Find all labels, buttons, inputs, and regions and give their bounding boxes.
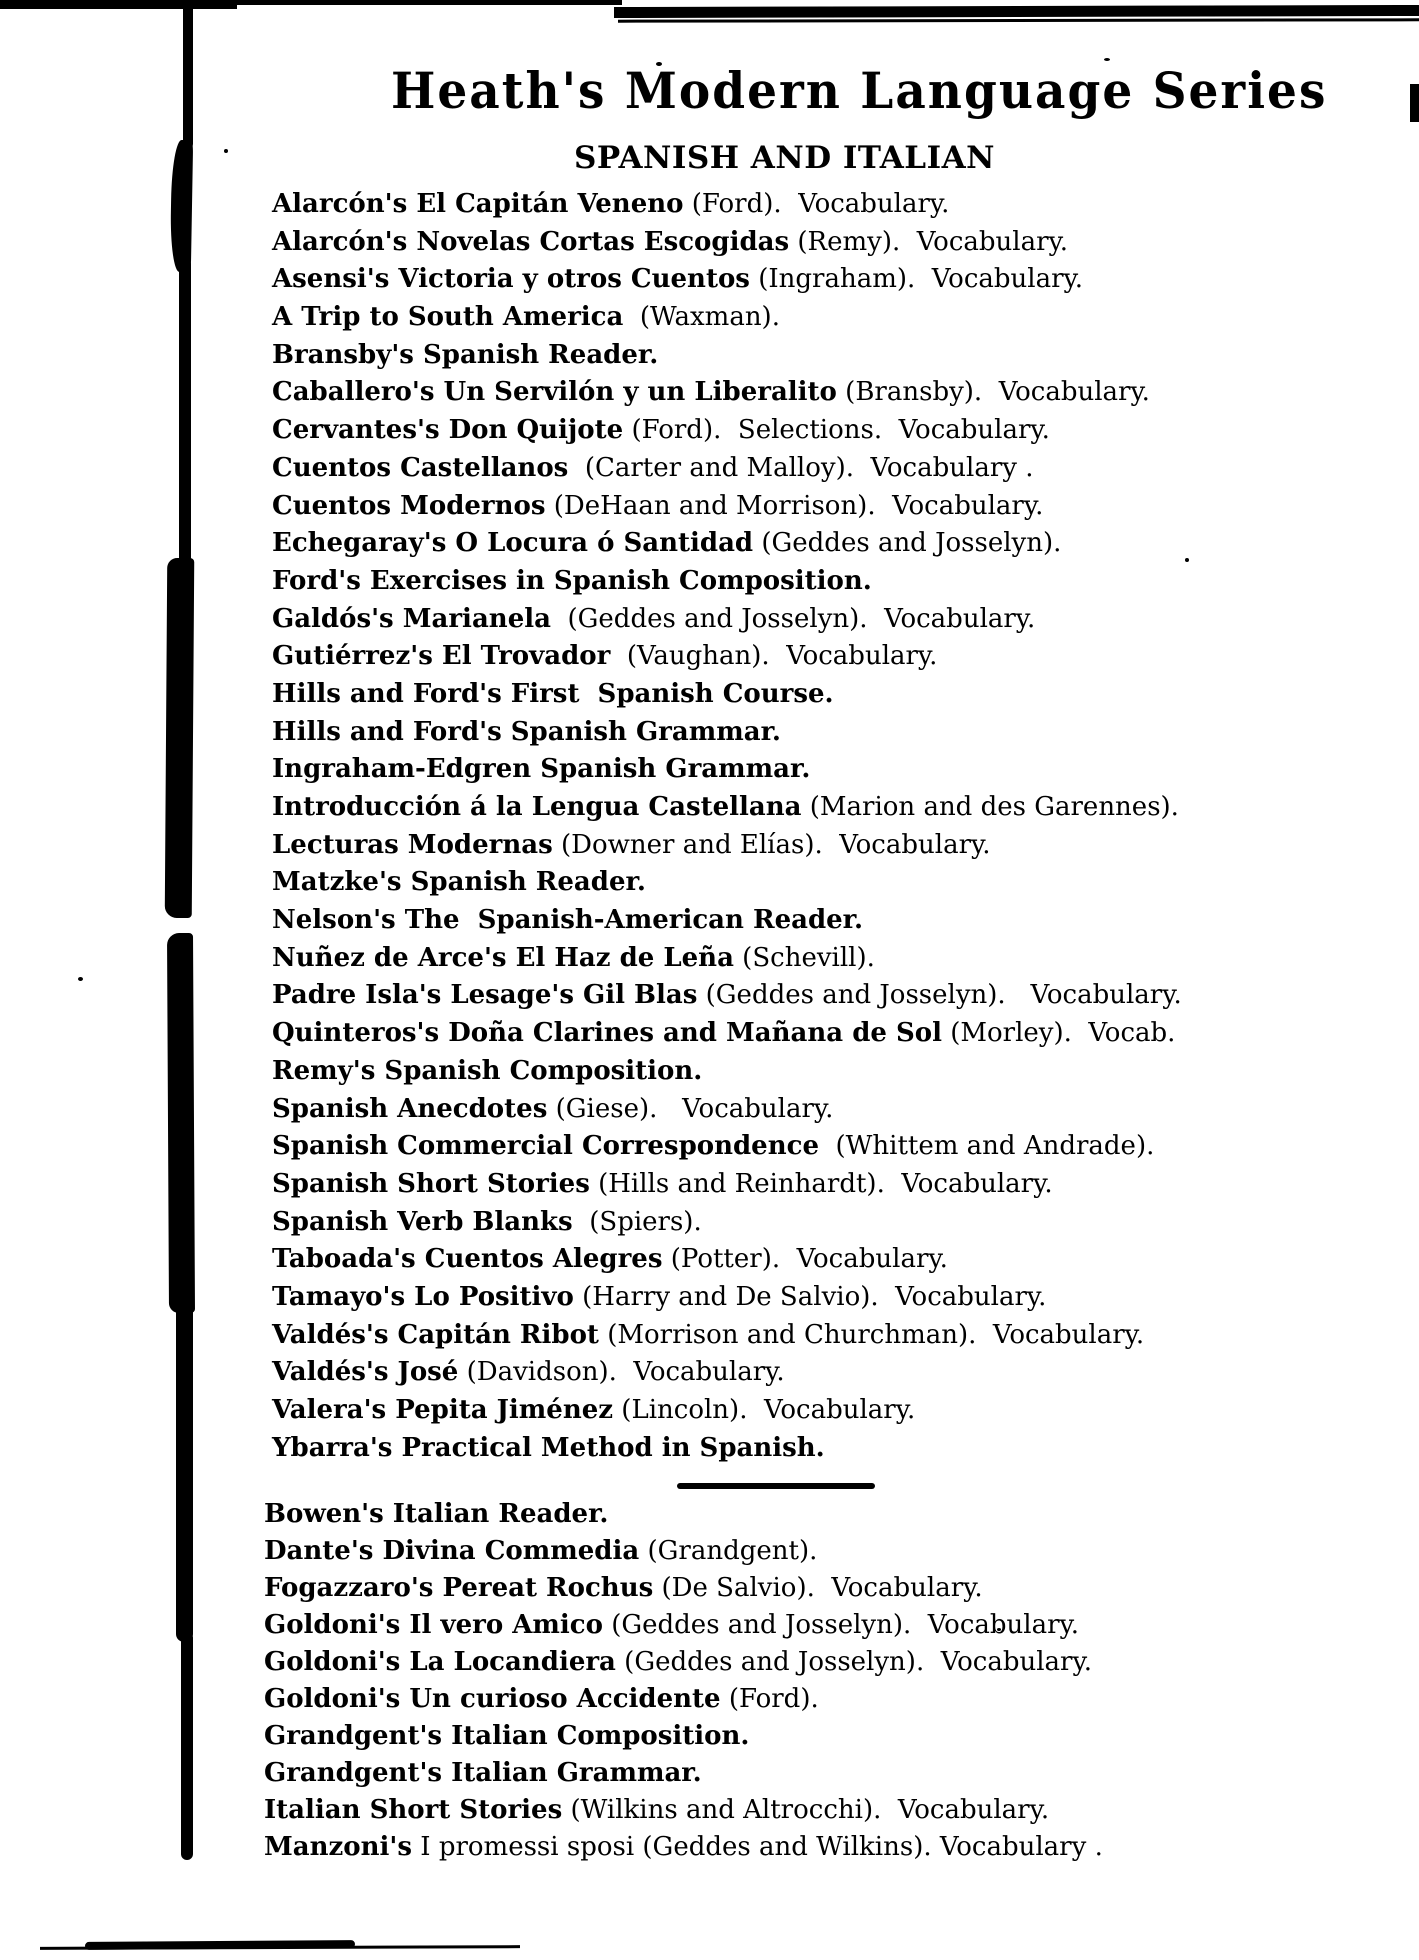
- list-item: [272, 1053, 1182, 1091]
- book-title-bold: Hills and Ford's Spanish Grammar.: [272, 716, 781, 747]
- list-item: [272, 789, 1182, 827]
- book-title-bold: Caballero's Un Servilón y un Liberalito: [272, 377, 837, 408]
- book-title-bold: Valera's Pepita Jiménez: [272, 1395, 614, 1425]
- book-title-bold: Gutiérrez's El Trovador: [272, 641, 611, 672]
- book-title-bold: Goldoni's La Locandiera: [264, 1647, 616, 1677]
- list-item: [272, 1392, 1182, 1430]
- book-title-rest: (Vaughan). Vocabulary.: [610, 641, 938, 672]
- book-title-bold: Valdés's Capitán Ribot: [272, 1319, 599, 1350]
- book-title-rest: (Whittem and Andrade).: [819, 1131, 1155, 1162]
- binding-gutter-mark: [176, 1300, 193, 1642]
- book-title-rest: (Potter). Vocabulary.: [662, 1244, 948, 1275]
- list-item: [272, 751, 1182, 789]
- list-item: [264, 1792, 1103, 1829]
- binding-gutter-mark: [170, 140, 193, 272]
- book-title-bold: Bowen's Italian Reader.: [264, 1499, 609, 1529]
- book-title-bold: Hills and Ford's First Spanish Course.: [272, 678, 834, 709]
- book-title-rest: (Geddes and Josselyn). Vocabulary.: [550, 603, 1036, 634]
- book-title-bold: Remy's Spanish Composition.: [272, 1055, 703, 1086]
- scan-edge-top-right-underline: [618, 18, 1419, 22]
- list-item: [272, 1317, 1182, 1355]
- book-title-rest: I promessi sposi (Geddes and Wilkins). Vocabulary .: [412, 1832, 1103, 1862]
- section-divider-rule: [677, 1483, 875, 1489]
- list-item: [272, 902, 1182, 940]
- spanish-book-list: [272, 186, 1182, 1467]
- book-title-bold: Ybarra's Practical Method in Spanish.: [272, 1432, 825, 1463]
- book-title-bold: Nelson's The Spanish-American Reader.: [272, 905, 864, 936]
- book-title-rest: (Schevill).: [733, 942, 875, 973]
- book-title-rest: (Hills and Reinhardt). Vocabulary.: [589, 1168, 1053, 1199]
- section-title: SPANISH AND ITALIAN: [574, 140, 995, 176]
- book-title-bold: Valdés's José: [272, 1357, 459, 1388]
- binding-gutter-mark: [179, 258, 191, 588]
- list-item: [272, 827, 1182, 865]
- list-item: [272, 1091, 1182, 1129]
- binding-gutter-mark: [183, 0, 193, 148]
- binding-gutter-mark: [181, 1632, 193, 1860]
- book-title-rest: (Waxman).: [623, 302, 780, 333]
- book-title-rest: (Geddes and Josselyn). Vocabulary.: [615, 1647, 1092, 1677]
- book-title-rest: (Wilkins and Altrocchi). Vocabulary.: [562, 1795, 1050, 1825]
- list-item: [272, 1128, 1182, 1166]
- book-title-rest: (Morley). Vocab.: [941, 1018, 1176, 1049]
- list-item: [272, 1354, 1182, 1392]
- book-title-bold: Echegaray's O Locura ó Santidad: [272, 528, 754, 559]
- binding-gutter-mark: [167, 933, 195, 1313]
- list-item: [264, 1533, 1103, 1570]
- book-title-bold: Galdós's Marianela: [272, 603, 551, 634]
- book-title-bold: Introducción á la Lengua Castellana: [272, 792, 802, 822]
- book-title-rest: (Ford). Selections. Vocabulary.: [623, 415, 1050, 446]
- book-title-rest: (Geddes and Josselyn). Vocabulary.: [697, 980, 1182, 1011]
- book-title-bold: Grandgent's Italian Composition.: [264, 1721, 750, 1751]
- book-title-rest: (Davidson). Vocabulary.: [458, 1357, 785, 1388]
- book-title-bold: Alarcón's El Capitán Veneno: [272, 189, 684, 219]
- list-item: [264, 1718, 1103, 1755]
- list-item: [272, 337, 1182, 375]
- list-item: [272, 450, 1182, 488]
- book-title-rest: (Harry and De Salvio). Vocabulary.: [573, 1281, 1047, 1312]
- scan-edge-top-cap: [0, 0, 237, 9]
- ink-speck: [224, 149, 228, 153]
- book-title-rest: (Downer and Elías). Vocabulary.: [552, 829, 991, 860]
- list-item: [272, 488, 1182, 526]
- book-title-rest: (Spiers).: [572, 1206, 702, 1237]
- book-title-bold: Taboada's Cuentos Alegres: [272, 1244, 663, 1275]
- book-title-rest: (Grandgent).: [639, 1536, 818, 1566]
- list-item: [264, 1644, 1103, 1681]
- list-item: [264, 1755, 1103, 1792]
- book-title-bold: Quinteros's Doña Clarines and Mañana de Sol: [272, 1018, 942, 1049]
- list-item: [272, 1279, 1182, 1317]
- book-title-rest: (Geddes and Josselyn).: [753, 528, 1062, 559]
- book-title-bold: A Trip to South America: [272, 302, 624, 333]
- list-item: [272, 261, 1182, 299]
- list-item: [272, 601, 1182, 639]
- list-item: [272, 1204, 1182, 1242]
- list-item: [272, 412, 1182, 450]
- list-item: [272, 1430, 1182, 1468]
- book-title-bold: Cervantes's Don Quijote: [272, 415, 624, 446]
- book-title-rest: (DeHaan and Morrison). Vocabulary.: [545, 490, 1044, 521]
- ink-speck: [1104, 58, 1110, 61]
- book-title-bold: Dante's Divina Commedia: [264, 1536, 640, 1566]
- list-item: [272, 1241, 1182, 1279]
- list-item: [264, 1829, 1103, 1866]
- book-title-rest: (Ingraham). Vocabulary.: [749, 264, 1084, 295]
- book-title-bold: Asensi's Victoria y otros Cuentos: [272, 264, 750, 295]
- list-item: [272, 676, 1182, 714]
- italian-book-list: [264, 1496, 1103, 1866]
- list-item: [272, 186, 1182, 224]
- ink-speck: [78, 977, 83, 981]
- scan-mark-right-edge: [1410, 84, 1419, 122]
- book-title-bold: Ford's Exercises in Spanish Composition.: [272, 565, 872, 596]
- series-title: Heath's Modern Language Series: [391, 62, 1328, 121]
- book-title-rest: (Lincoln). Vocabulary.: [613, 1395, 916, 1425]
- list-item: [272, 864, 1182, 902]
- list-item: [264, 1496, 1103, 1533]
- list-item: [272, 224, 1182, 262]
- book-title-bold: Cuentos Castellanos: [272, 452, 569, 483]
- book-title-rest: (Carter and Malloy). Vocabulary .: [568, 452, 1034, 483]
- list-item: [272, 563, 1182, 601]
- list-item: [272, 940, 1182, 978]
- list-item: [272, 977, 1182, 1015]
- book-title-rest: (Ford). Vocabulary.: [683, 189, 950, 219]
- book-title-bold: Padre Isla's Lesage's Gil Blas: [272, 980, 698, 1011]
- book-title-bold: Bransby's Spanish Reader.: [272, 339, 659, 370]
- list-item: [272, 525, 1182, 563]
- book-title-bold: Nuñez de Arce's El Haz de Leña: [272, 942, 734, 973]
- list-item: [272, 299, 1182, 337]
- book-title-bold: Spanish Anecdotes: [272, 1093, 548, 1124]
- book-title-rest: (Geddes and Josselyn). Vocabulary.: [602, 1610, 1080, 1640]
- ink-speck: [1185, 558, 1189, 562]
- book-title-bold: Goldoni's Il vero Amico: [264, 1610, 603, 1640]
- book-title-bold: Lecturas Modernas: [272, 829, 553, 860]
- book-title-rest: (Remy). Vocabulary.: [789, 226, 1069, 257]
- book-title-bold: Spanish Short Stories: [272, 1168, 590, 1199]
- book-title-rest: (Ford).: [720, 1684, 819, 1714]
- list-item: [264, 1681, 1103, 1718]
- list-item: [264, 1570, 1103, 1607]
- book-title-bold: Manzoni's: [264, 1832, 413, 1862]
- book-title-bold: Tamayo's Lo Positivo: [272, 1281, 574, 1312]
- binding-gutter-mark: [165, 558, 195, 918]
- book-title-rest: (Marion and des Garennes).: [801, 792, 1179, 822]
- list-item: [272, 714, 1182, 752]
- book-title-rest: (Bransby). Vocabulary.: [836, 377, 1150, 408]
- book-title-bold: Matzke's Spanish Reader.: [272, 867, 646, 898]
- book-title-rest: (Morrison and Churchman). Vocabulary.: [598, 1319, 1145, 1350]
- list-item: [272, 1166, 1182, 1204]
- list-item: [272, 1015, 1182, 1053]
- list-item: [272, 374, 1182, 412]
- book-title-bold: Alarcón's Novelas Cortas Escogidas: [272, 226, 790, 257]
- book-title-bold: Ingraham-Edgren Spanish Grammar.: [272, 754, 811, 785]
- book-title-bold: Fogazzaro's Pereat Rochus: [264, 1573, 654, 1603]
- list-item: [272, 638, 1182, 676]
- book-title-bold: Grandgent's Italian Grammar.: [264, 1758, 702, 1788]
- book-title-bold: Spanish Verb Blanks: [272, 1206, 573, 1237]
- book-title-rest: (Giese). Vocabulary.: [547, 1093, 834, 1124]
- book-title-bold: Spanish Commercial Correspondence: [272, 1131, 819, 1162]
- book-title-bold: Cuentos Modernos: [272, 490, 546, 521]
- list-item: [264, 1607, 1103, 1644]
- book-title-bold: Italian Short Stories: [264, 1795, 563, 1825]
- book-title-rest: (De Salvio). Vocabulary.: [653, 1573, 983, 1603]
- scan-edge-top-right: [614, 5, 1419, 18]
- book-title-bold: Goldoni's Un curioso Accidente: [264, 1684, 721, 1714]
